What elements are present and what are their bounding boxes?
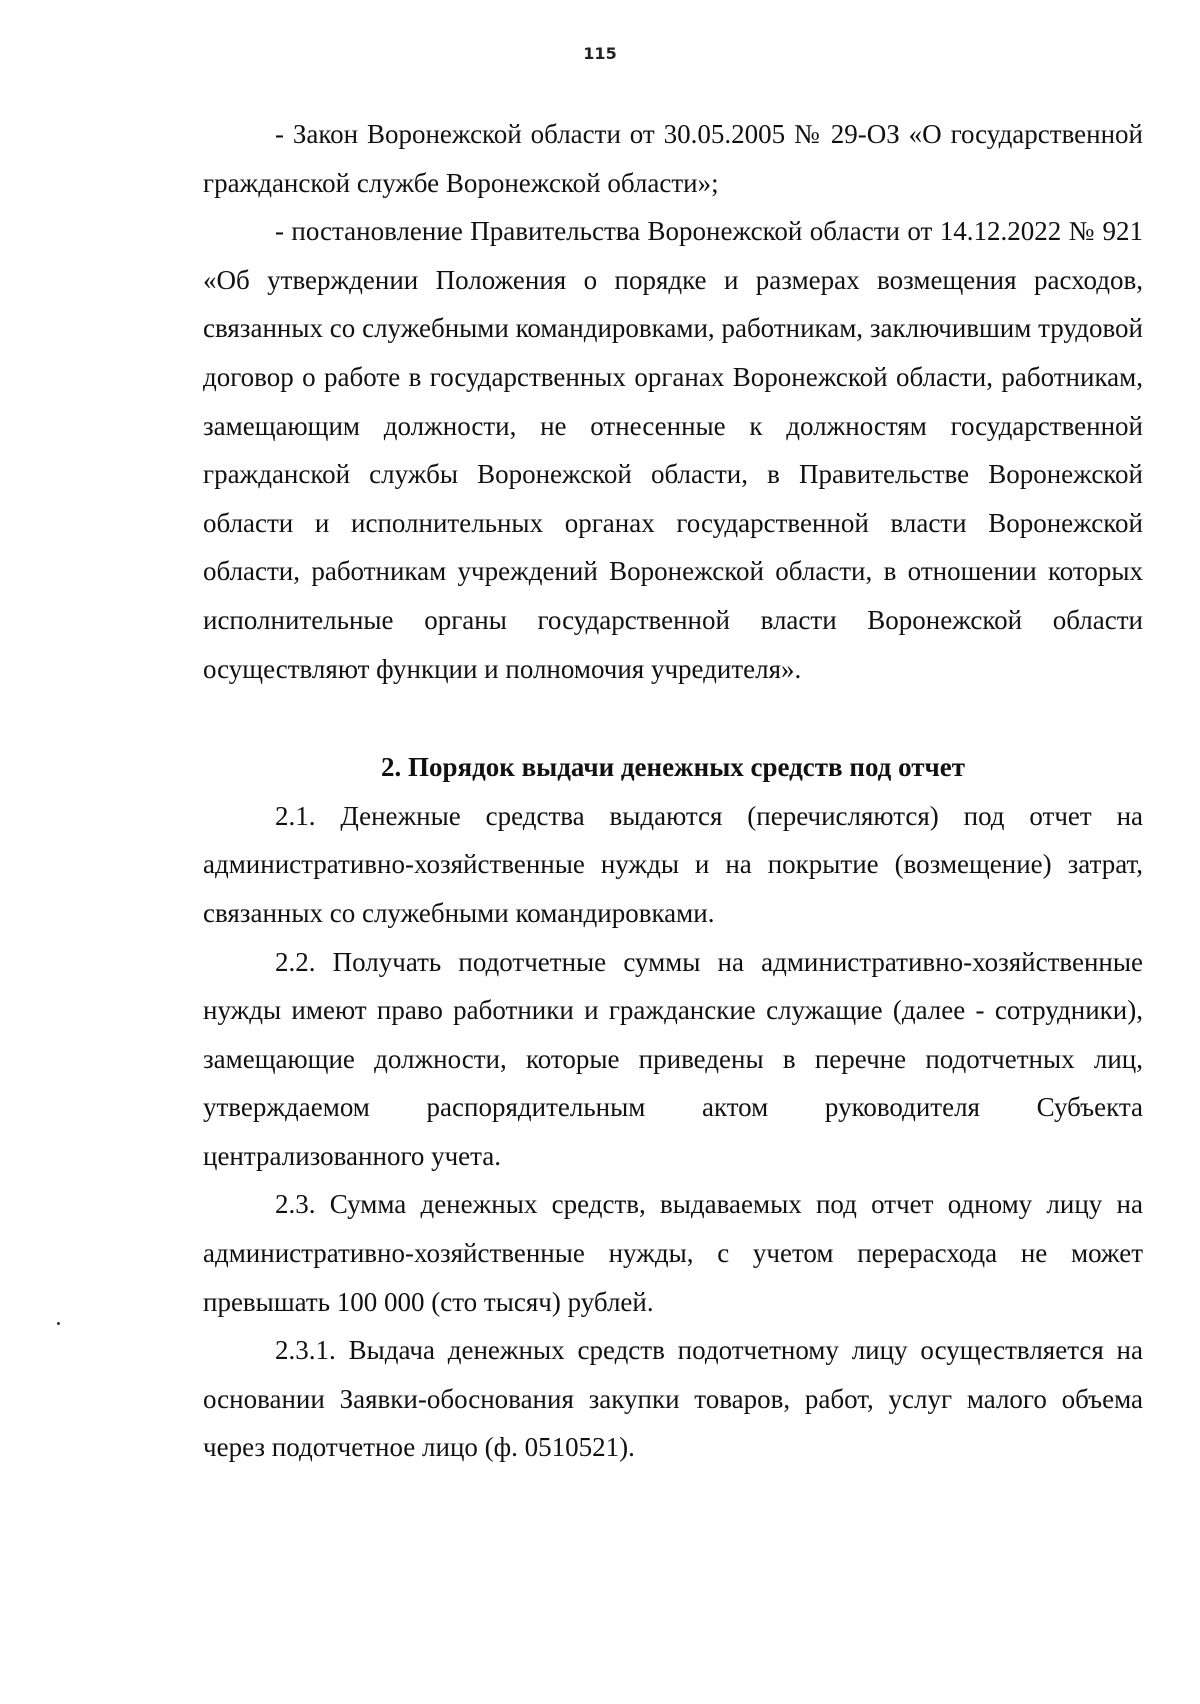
clause-2-1: 2.1. Денежные средства выдаются (перечисляются) под отчет на административно-хозяйственные нужды и на покрытие (возмещение) затрат, связанных со служебными командировками. <box>203 800 1143 928</box>
section-heading: 2. Порядок выдачи денежных средств под отчет <box>381 752 965 783</box>
clause-2-3: 2.3. Сумма денежных средств, выдаваемых под отчет одному лицу на административно-хозяйственные нужды, с учетом перерасхода не может превышать 100 000 (сто тысяч) рублей. <box>203 1189 1143 1317</box>
document-body <box>203 110 1143 1472</box>
clause-2-2: 2.2. Получать подотчетные суммы на административно-хозяйственные нужды имеют право работники и гражданские служащие (далее - сотрудники), замещающие должности, которые приведены в перечне подотчетных лиц, утверждаемом распорядительным актом руководителя Субъекта централизованного учета. <box>203 946 1143 1171</box>
scan-speck-mark <box>57 1322 60 1325</box>
clause-2-3-1: 2.3.1. Выдача денежных средств подотчетному лицу осуществляется на основании Заявки-обоснования закупки товаров, работ, услуг малого объема через подотчетное лицо (ф. 0510521). <box>203 1335 1143 1463</box>
page-number: 115 <box>583 44 617 63</box>
law-reference-paragraph: - Закон Воронежской области от 30.05.2005 № 29-ОЗ «О государственной гражданской службе Воронежской области»; <box>203 119 1143 198</box>
resolution-reference-paragraph: - постановление Правительства Воронежской области от 14.12.2022 № 921 «Об утверждении Положения о порядке и размерах возмещения расходов, связанных со служебными командировками, работникам, заключившим трудовой договор о работе в государственных органах Воронежской области, работникам, замещающим должности, не отнесенные к должностям государственной гражданской службы Воронежской области, в Правительстве Воронежской области и исполнительных органах государственной власти Воронежской области, работникам учреждений Воронежской области, в отношении которых исполнительные органы государственной власти Воронежской области осуществляют функции и полномочия учредителя». <box>203 216 1143 684</box>
